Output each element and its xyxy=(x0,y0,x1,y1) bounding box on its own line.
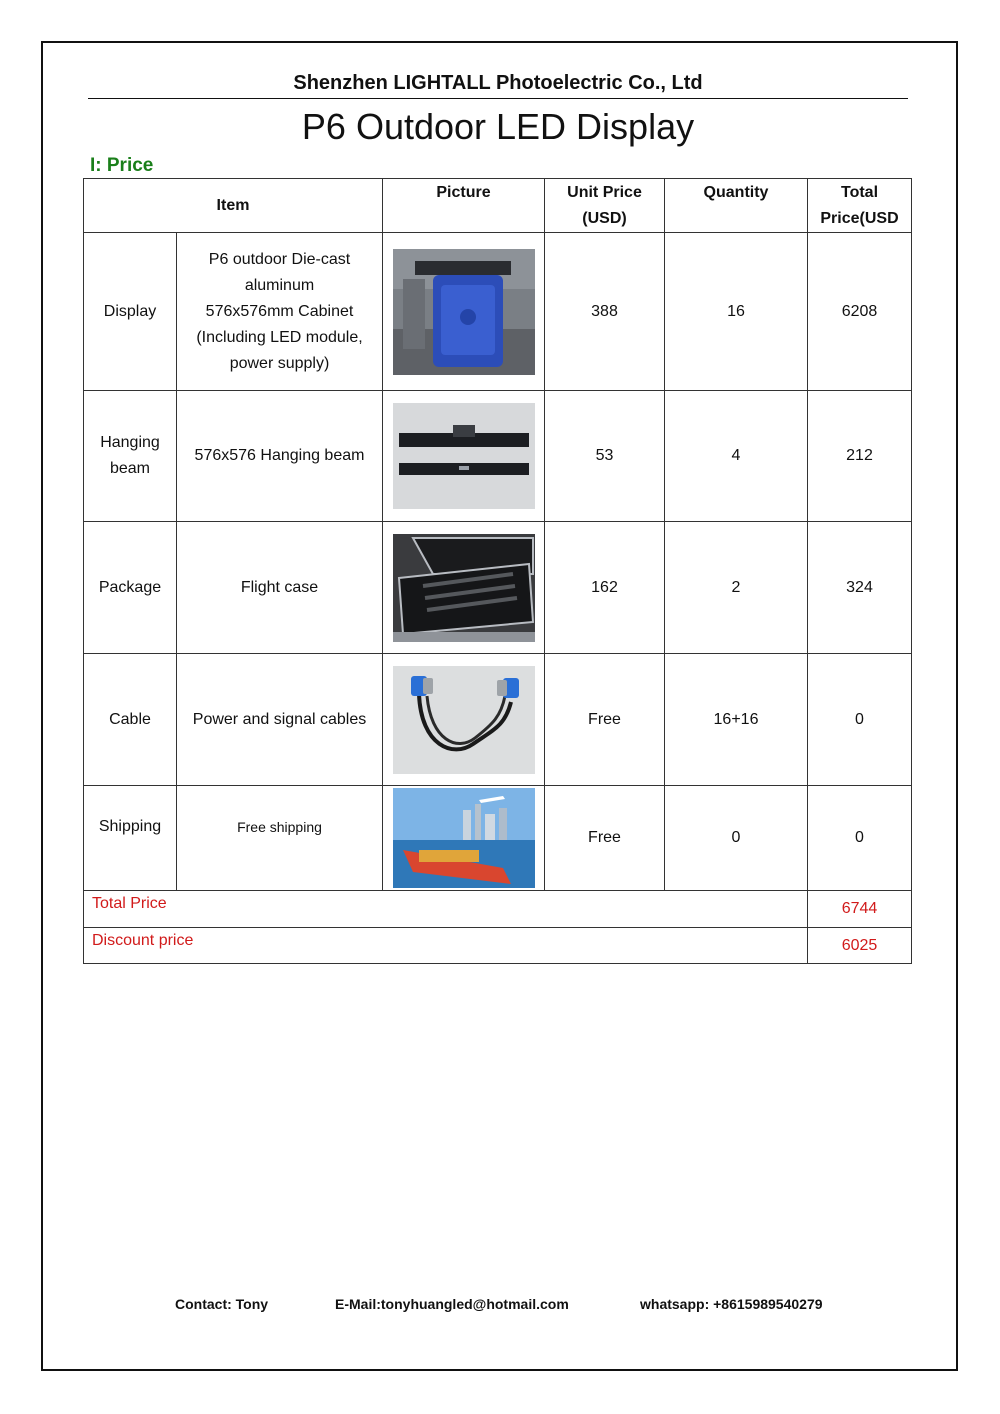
header-unit-price-line2: (USD) xyxy=(582,209,627,227)
table-row xyxy=(84,522,912,654)
description-line: 576x576mm Cabinet xyxy=(205,302,354,320)
price-table xyxy=(83,178,912,964)
row-category: Display xyxy=(84,233,177,391)
row-unit-price: 388 xyxy=(545,233,665,391)
row-category xyxy=(84,391,177,522)
row-quantity: 4 xyxy=(665,391,808,522)
description-line: aluminum xyxy=(244,276,315,294)
header-total-line1: Total xyxy=(840,183,879,201)
hanging-beam-photo xyxy=(393,403,535,509)
total-price-value: 6744 xyxy=(808,891,912,928)
category-line: beam xyxy=(109,460,151,477)
discount-price-label: Discount price xyxy=(84,928,808,964)
row-picture xyxy=(383,391,545,522)
header-unit-price-line1: Unit Price xyxy=(567,183,642,201)
table-row xyxy=(84,233,912,391)
total-price-label: Total Price xyxy=(84,891,808,928)
discount-price-value: 6025 xyxy=(808,928,912,964)
row-quantity: 16 xyxy=(665,233,808,391)
row-category: Shipping xyxy=(84,786,177,891)
row-description: 576x576 Hanging beam xyxy=(177,391,383,522)
row-category: Package xyxy=(84,522,177,654)
row-quantity: 16+16 xyxy=(665,654,808,786)
row-picture xyxy=(383,786,545,891)
company-name: Shenzhen LIGHTALL Photoelectric Co., Ltd xyxy=(293,72,703,94)
description-line: (Including LED module, xyxy=(196,328,363,346)
row-picture xyxy=(383,522,545,654)
header-quantity: Quantity xyxy=(665,179,808,233)
section-heading: I: Price xyxy=(90,155,154,176)
footer-email: E-Mail:tonyhuangled@hotmail.com xyxy=(335,1296,569,1312)
row-category: Cable xyxy=(84,654,177,786)
row-unit-price: Free xyxy=(545,654,665,786)
cables-photo xyxy=(393,666,535,774)
description-line: P6 outdoor Die-cast xyxy=(208,250,351,268)
row-picture xyxy=(383,233,545,391)
row-quantity: 0 xyxy=(665,786,808,891)
row-total: 6208 xyxy=(808,233,912,391)
row-unit-price: Free xyxy=(545,786,665,891)
header-picture: Picture xyxy=(383,179,545,233)
table-row xyxy=(84,786,912,891)
row-total: 324 xyxy=(808,522,912,654)
table-header-row xyxy=(84,179,912,233)
row-unit-price: 53 xyxy=(545,391,665,522)
row-description: Free shipping xyxy=(177,786,383,891)
row-total: 0 xyxy=(808,654,912,786)
category-line: Hanging xyxy=(100,434,160,451)
row-description: Flight case xyxy=(177,522,383,654)
footer-whatsapp: whatsapp: +8615989540279 xyxy=(640,1296,823,1312)
row-description: Power and signal cables xyxy=(177,654,383,786)
shipping-photo xyxy=(393,788,535,888)
row-total: 0 xyxy=(808,786,912,891)
description-line: power supply) xyxy=(229,354,330,372)
discount-row xyxy=(84,928,912,964)
row-picture xyxy=(383,654,545,786)
footer-contact: Contact: Tony xyxy=(175,1296,269,1312)
header-divider xyxy=(88,98,908,99)
header-total-line2: Price(USD xyxy=(820,209,899,227)
document-title: P6 Outdoor LED Display xyxy=(301,106,695,147)
table-row xyxy=(84,654,912,786)
row-total: 212 xyxy=(808,391,912,522)
header-total xyxy=(808,179,912,233)
header-item: Item xyxy=(84,179,383,233)
row-unit-price: 162 xyxy=(545,522,665,654)
total-row xyxy=(84,891,912,928)
row-description xyxy=(177,233,383,391)
flight-case-photo xyxy=(393,534,535,642)
table-row xyxy=(84,391,912,522)
row-quantity: 2 xyxy=(665,522,808,654)
header-unit-price xyxy=(545,179,665,233)
led-cabinet-photo xyxy=(393,249,535,375)
